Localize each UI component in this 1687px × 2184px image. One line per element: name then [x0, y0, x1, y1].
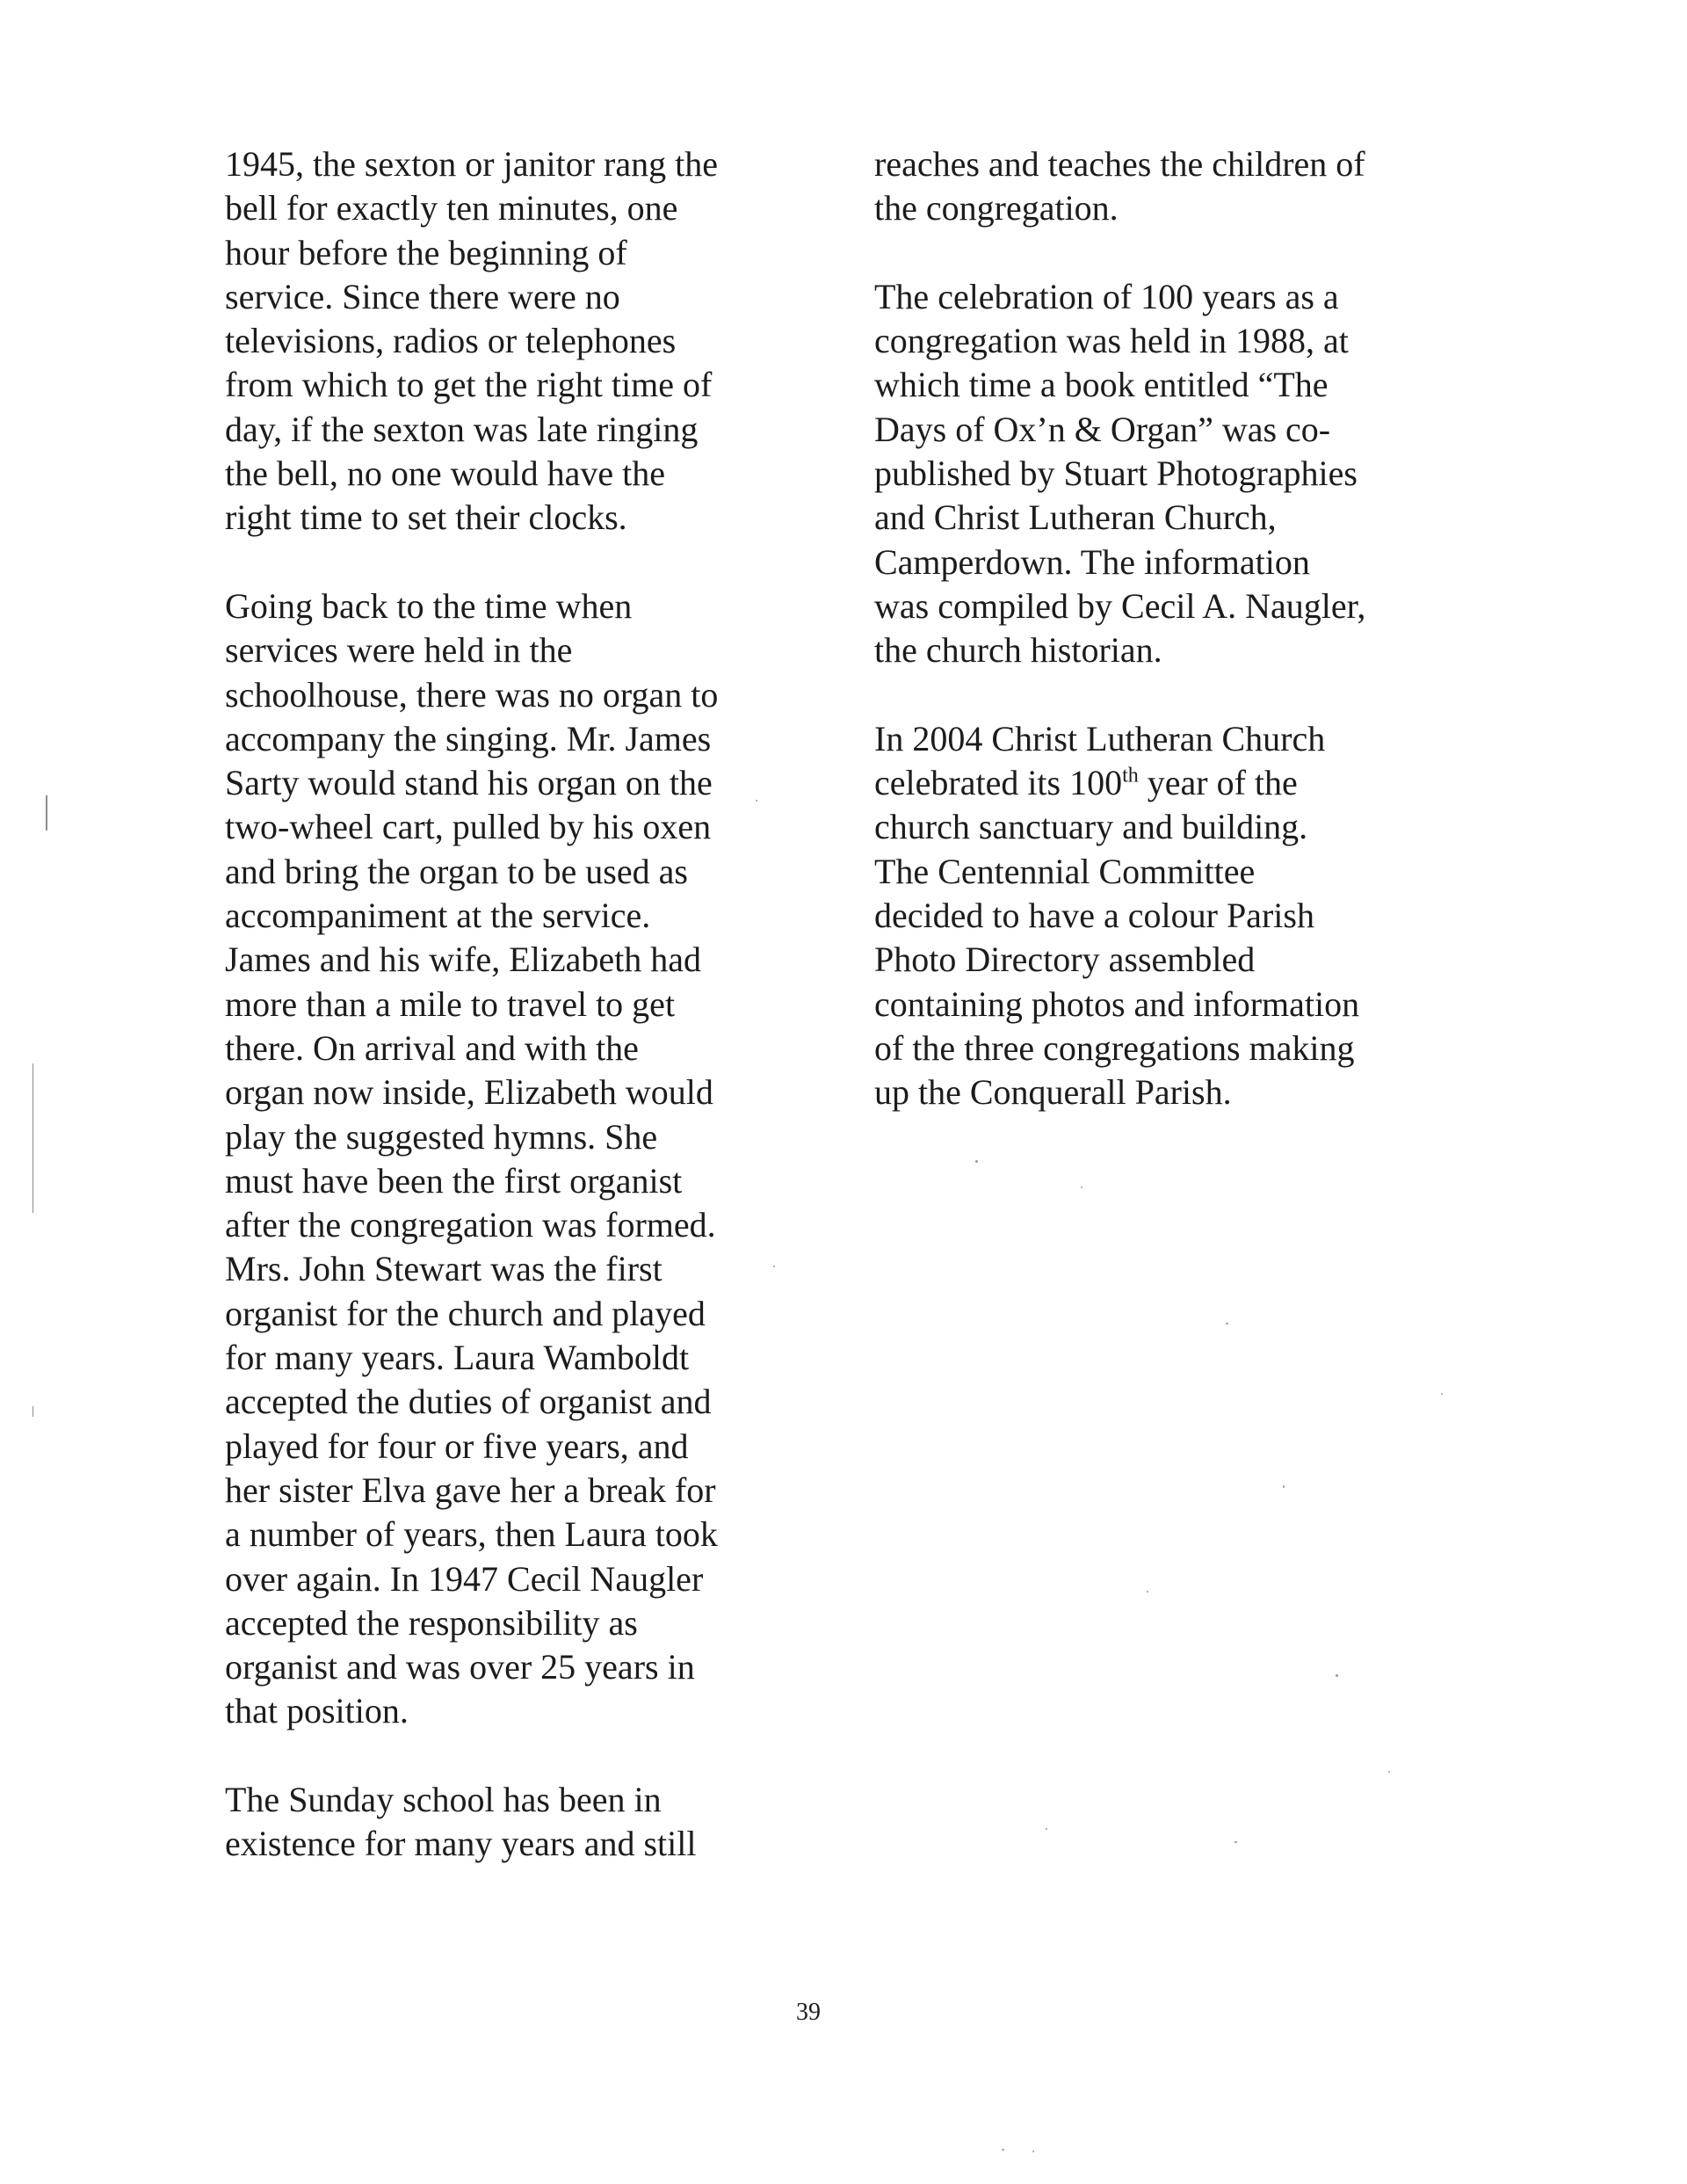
text-line: accompany the singing. Mr. James	[225, 718, 712, 758]
paragraph-centennial-book	[874, 275, 1489, 673]
text-line: of the three congregations making	[874, 1027, 1355, 1068]
text-line: the church historian.	[874, 630, 1162, 671]
text-line: existence for many years and still	[225, 1824, 697, 1864]
text-fragment: year of the	[1138, 763, 1298, 803]
text-line: from which to get the right time of	[225, 365, 713, 405]
text-line: up the Conquerall Parish.	[874, 1072, 1232, 1113]
right-column	[874, 142, 1489, 1115]
speck	[1147, 1591, 1148, 1593]
paragraph-bell-ringing	[225, 142, 840, 541]
text-line: hour before the beginning of	[225, 232, 627, 272]
text-line: after the congregation was formed.	[225, 1205, 716, 1245]
text-line: was compiled by Cecil A. Naugler,	[874, 585, 1366, 626]
text-line: Going back to the time when	[225, 585, 633, 626]
text-line: Camperdown. The information	[874, 541, 1310, 582]
paragraph-sunday-school-continued	[874, 142, 1489, 231]
paragraph-sunday-school	[225, 1778, 840, 1867]
page-number: 39	[796, 1999, 821, 2026]
speck	[1032, 2151, 1034, 2152]
paragraph-organ-history	[225, 584, 840, 1734]
text-line: Mrs. John Stewart was the first	[225, 1249, 662, 1289]
text-line: published by Stuart Photographies	[874, 453, 1358, 494]
text-line: The celebration of 100 years as a	[874, 276, 1339, 316]
text-line: her sister Elva gave her a break for	[225, 1469, 716, 1510]
text-line: 1945, the sexton or janitor rang the	[225, 144, 718, 184]
text-line: organist and was over 25 years in	[225, 1647, 695, 1687]
text-line: must have been the first organist	[225, 1160, 683, 1201]
text-fragment: celebrated its 100	[874, 763, 1123, 803]
speck	[1081, 1186, 1082, 1188]
speck	[1283, 1485, 1285, 1488]
text-line: Days of Ox’n & Organ” was co-	[874, 409, 1331, 449]
text-line: over again. In 1947 Cecil Naugler	[225, 1558, 704, 1599]
text-line: accepted the duties of organist and	[225, 1382, 712, 1422]
text-line: more than a mile to travel to get	[225, 983, 676, 1024]
speck	[1226, 1323, 1228, 1324]
speck	[975, 1160, 978, 1163]
speck	[756, 800, 757, 802]
text-line: two-wheel cart, pulled by his oxen	[225, 807, 712, 847]
text-line: accepted the responsibility as	[225, 1602, 638, 1643]
text-line: a number of years, then Laura took	[225, 1514, 718, 1555]
text-line: right time to set their clocks.	[225, 497, 627, 538]
text-line: played for four or five years, and	[225, 1426, 689, 1466]
speck	[1336, 1674, 1338, 1677]
text-line: congregation was held in 1988, at	[874, 321, 1349, 361]
speck	[1234, 1841, 1237, 1843]
text-line: day, if the sexton was late ringing	[225, 409, 699, 449]
text-line: reaches and teaches the children of	[874, 144, 1365, 184]
ordinal-superscript: th	[1122, 764, 1139, 787]
speck	[773, 1266, 775, 1267]
speck	[1388, 1771, 1390, 1773]
speck	[1046, 1828, 1047, 1830]
text-line: church sanctuary and building.	[874, 807, 1308, 847]
speck	[1441, 1393, 1443, 1395]
text-line: play the suggested hymns. She	[225, 1116, 658, 1157]
scan-edge-mark	[46, 795, 47, 831]
text-line: Sarty would stand his organ on the	[225, 763, 713, 803]
text-line-with-superscript	[874, 761, 1489, 805]
text-line: The Sunday school has been in	[225, 1779, 662, 1819]
text-line: and Christ Lutheran Church,	[874, 497, 1277, 538]
text-line: organ now inside, Elizabeth would	[225, 1072, 713, 1113]
text-line: televisions, radios or telephones	[225, 321, 677, 361]
text-line: services were held in the	[225, 630, 573, 671]
text-line: organist for the church and played	[225, 1293, 706, 1333]
text-line: In 2004 Christ Lutheran Church	[874, 718, 1326, 758]
text-line: Photo Directory assembled	[874, 940, 1256, 980]
text-line: decided to have a colour Parish	[874, 896, 1314, 936]
paragraph-photo-directory	[874, 717, 1489, 1115]
text-line: that position.	[225, 1691, 409, 1731]
speck	[1002, 2149, 1004, 2151]
text-line: the bell, no one would have the	[225, 453, 665, 494]
left-column	[225, 142, 840, 1867]
text-line: James and his wife, Elizabeth had	[225, 940, 702, 980]
text-line: The Centennial Committee	[874, 851, 1256, 891]
text-line: schoolhouse, there was no organ to	[225, 674, 719, 715]
text-line: which time a book entitled “The	[874, 365, 1329, 405]
text-line: and bring the organ to be used as	[225, 851, 688, 891]
text-line: service. Since there were no	[225, 276, 620, 316]
text-line: containing photos and information	[874, 983, 1360, 1024]
text-line: accompaniment at the service.	[225, 896, 651, 936]
text-line: for many years. Laura Wamboldt	[225, 1338, 690, 1378]
text-line: there. On arrival and with the	[225, 1027, 639, 1068]
text-line: the congregation.	[874, 188, 1119, 229]
text-line: bell for exactly ten minutes, one	[225, 188, 678, 229]
